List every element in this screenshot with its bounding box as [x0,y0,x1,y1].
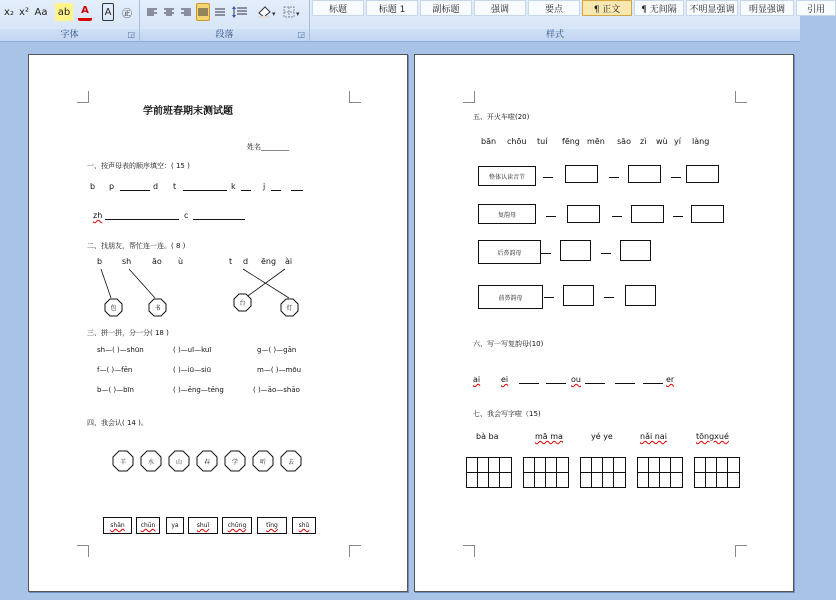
q3-item: m—( )—mōu [257,366,302,374]
q2-pinyin: ài [285,257,293,266]
q7-heading: 七、我会写字啦（15) [473,410,541,418]
style-subtitle[interactable]: 副标题 [420,0,472,16]
connector [543,177,553,178]
connector [601,253,611,254]
borders-icon[interactable] [281,3,303,21]
picture-book: 书 [148,298,167,317]
char-card: 听 [252,450,274,472]
char-card: 去 [280,450,302,472]
style-quote[interactable]: 引用 [796,0,836,16]
q2-pinyin: āo [152,257,162,266]
q2-pinyin: d [243,257,249,266]
connector [612,216,622,217]
q5-heading: 五、开火车啦(20) [473,113,530,121]
pinyin-card: shān [103,517,132,534]
shading-icon[interactable] [255,3,277,21]
crop-mark [349,545,361,557]
connector [541,253,551,254]
writing-grid[interactable] [694,457,740,488]
crop-mark [735,545,747,557]
q5-pinyin: chōu [507,137,527,146]
style-heading-1[interactable]: 标题 1 [366,0,418,16]
pinyin-card: shǔ [292,517,316,534]
word-pinyin: mā ma [535,432,563,441]
writing-grid[interactable] [523,457,569,488]
style-emphasis[interactable]: 强调 [474,0,526,16]
paragraph-group [140,0,310,42]
q2-pinyin: t [229,257,233,266]
char-card: 学 [224,450,246,472]
q5-pinyin: mēn [587,137,605,146]
answer-box[interactable] [560,240,591,261]
word-pinyin: tōngxué [696,432,729,441]
q2-pinyin: ēng [261,257,277,266]
align-left-icon[interactable] [145,3,159,21]
font-color-button[interactable]: A [78,3,92,21]
vowel-item: er [666,375,675,384]
connector [544,297,554,298]
q1-letter: p [109,182,115,191]
connector [604,297,614,298]
style-key-point[interactable]: 要点 [528,0,580,16]
answer-box[interactable] [563,285,594,306]
q5-pinyin: làng [692,137,710,146]
style-intense-emphasis[interactable]: 明显强调 [740,0,794,16]
page-title: 学前班春期末测试题 [143,106,233,117]
q1-letter: c [184,211,189,220]
char-card: 山 [168,450,190,472]
connector [546,216,556,217]
name-field-label: 姓名________ [247,143,289,151]
change-case-button[interactable]: Aa [34,6,48,18]
pinyin-card: tīng [257,517,287,534]
q3-item: ( )—ēng—tēng [173,386,224,394]
answer-box[interactable] [620,240,651,261]
crop-mark [735,91,747,103]
q2-pinyin: b [97,257,103,266]
style-normal[interactable]: ¶ 正文 [582,0,632,16]
category-box: 后鼻韵母 [478,240,541,264]
q3-heading: 三、拼一拼，分一分( 18 ) [87,329,169,337]
picture-table: 台 [233,293,252,312]
word-pinyin: nǎi nai [640,432,667,441]
style-no-spacing[interactable]: ¶ 无间隔 [634,0,684,16]
blank-line [643,383,663,384]
category-box: 前鼻韵母 [478,285,543,309]
category-box: 整体认读音节 [478,166,536,186]
pinyin-card: ya [166,517,184,534]
answer-box[interactable] [691,205,724,223]
align-right-icon[interactable] [179,3,193,21]
q2-heading: 二、找朋友，帮忙连一连。( 8 ) [87,242,186,250]
svg-text:▾: ▾ [296,10,300,18]
q1-letter: j [263,182,266,191]
styles-group-label: 样式 [310,29,800,41]
picture-lamp: 灯 [280,298,299,317]
writing-grid[interactable] [580,457,626,488]
align-center-icon[interactable] [162,3,176,21]
q1-letter: k [231,182,236,191]
answer-box[interactable] [567,205,600,223]
ribbon [0,0,825,42]
q3-item: sh—( )—shūn [97,346,144,354]
pinyin-card: chūn [136,517,160,534]
q5-pinyin: yí [674,137,681,146]
vowel-item: ei [501,375,509,384]
q5-pinyin: bān [481,137,497,146]
vowel-item: ou [571,375,581,384]
char-card: 羊 [112,450,134,472]
style-subtle-emphasis[interactable]: 不明显强调 [686,0,738,16]
char-card: 春 [196,450,218,472]
distribute-icon[interactable] [213,3,227,21]
svg-text:▾: ▾ [272,10,276,18]
q1-letter: b [90,182,96,191]
subscript-button[interactable]: x₂ [4,6,14,18]
paragraph-group-label: 段落 [140,29,309,41]
superscript-button[interactable]: x² [19,6,29,18]
connector [673,216,683,217]
paragraph-dialog-launcher-icon[interactable]: ◲ [297,30,305,39]
connector [671,177,681,178]
justify-icon[interactable] [196,3,210,21]
q5-pinyin: fēng [562,137,580,146]
q1-heading: 一、按声母表的顺序填空：( 15 ) [87,162,190,170]
vowel-item: ai [473,375,481,384]
answer-box[interactable] [628,165,661,183]
highlight-color-button[interactable]: ab [55,3,73,21]
q1-letter: zh [93,211,103,220]
q3-item: g—( )—gān [257,346,297,354]
blank-line [546,383,566,384]
blank-line [585,383,605,384]
crop-mark [463,91,475,103]
q1-letter: t [173,182,177,191]
q3-item: ( )—āo—shāo [253,386,300,394]
line-spacing-icon[interactable] [230,3,250,21]
enclose-characters-button[interactable]: ㊣ [122,8,132,20]
q2-pinyin: ù [178,257,184,266]
blank-line [519,383,539,384]
style-heading[interactable]: 标题 [312,0,364,16]
category-box: 复韵母 [478,204,536,224]
styles-group [310,0,825,42]
matching-lines [29,55,409,355]
font-group-label: 字体 [0,29,139,41]
q5-pinyin: wù [656,137,668,146]
writing-grid[interactable] [466,457,512,488]
q5-pinyin: zì [640,137,647,146]
word-pinyin: yé ye [591,432,613,441]
q6-heading: 六、写一写复韵母(10) [473,340,544,348]
crop-mark [463,545,475,557]
q3-item: ( )—iū—siū [173,366,212,374]
q5-pinyin: sāo [617,137,631,146]
word-pinyin: bà ba [476,432,499,441]
crop-mark [77,545,89,557]
connector [609,177,619,178]
writing-grid[interactable] [637,457,683,488]
picture-bag: 包 [104,298,123,317]
answer-box[interactable] [625,285,656,306]
font-dialog-launcher-icon[interactable]: ◲ [127,30,135,39]
q1-letter: d [153,182,159,191]
document-page-2[interactable] [414,54,794,592]
answer-box[interactable] [565,165,598,183]
q5-pinyin: tuí [537,137,548,146]
pinyin-card: shuǐ [188,517,218,534]
q4-heading: 四、我会认( 14 )。 [87,419,148,427]
character-border-button[interactable]: A [102,3,114,21]
blank-line [615,383,635,384]
document-page-1[interactable] [28,54,408,592]
char-card: 水 [140,450,162,472]
pinyin-card: chūng [222,517,252,534]
q2-pinyin: sh [122,257,132,266]
q3-item: f—( )—fēn [97,366,133,374]
q3-item: b—( )—bīn [97,386,134,394]
font-group [0,0,140,42]
q3-item: ( )—uī—kuī [173,346,212,354]
answer-box[interactable] [686,165,719,183]
answer-box[interactable] [631,205,664,223]
